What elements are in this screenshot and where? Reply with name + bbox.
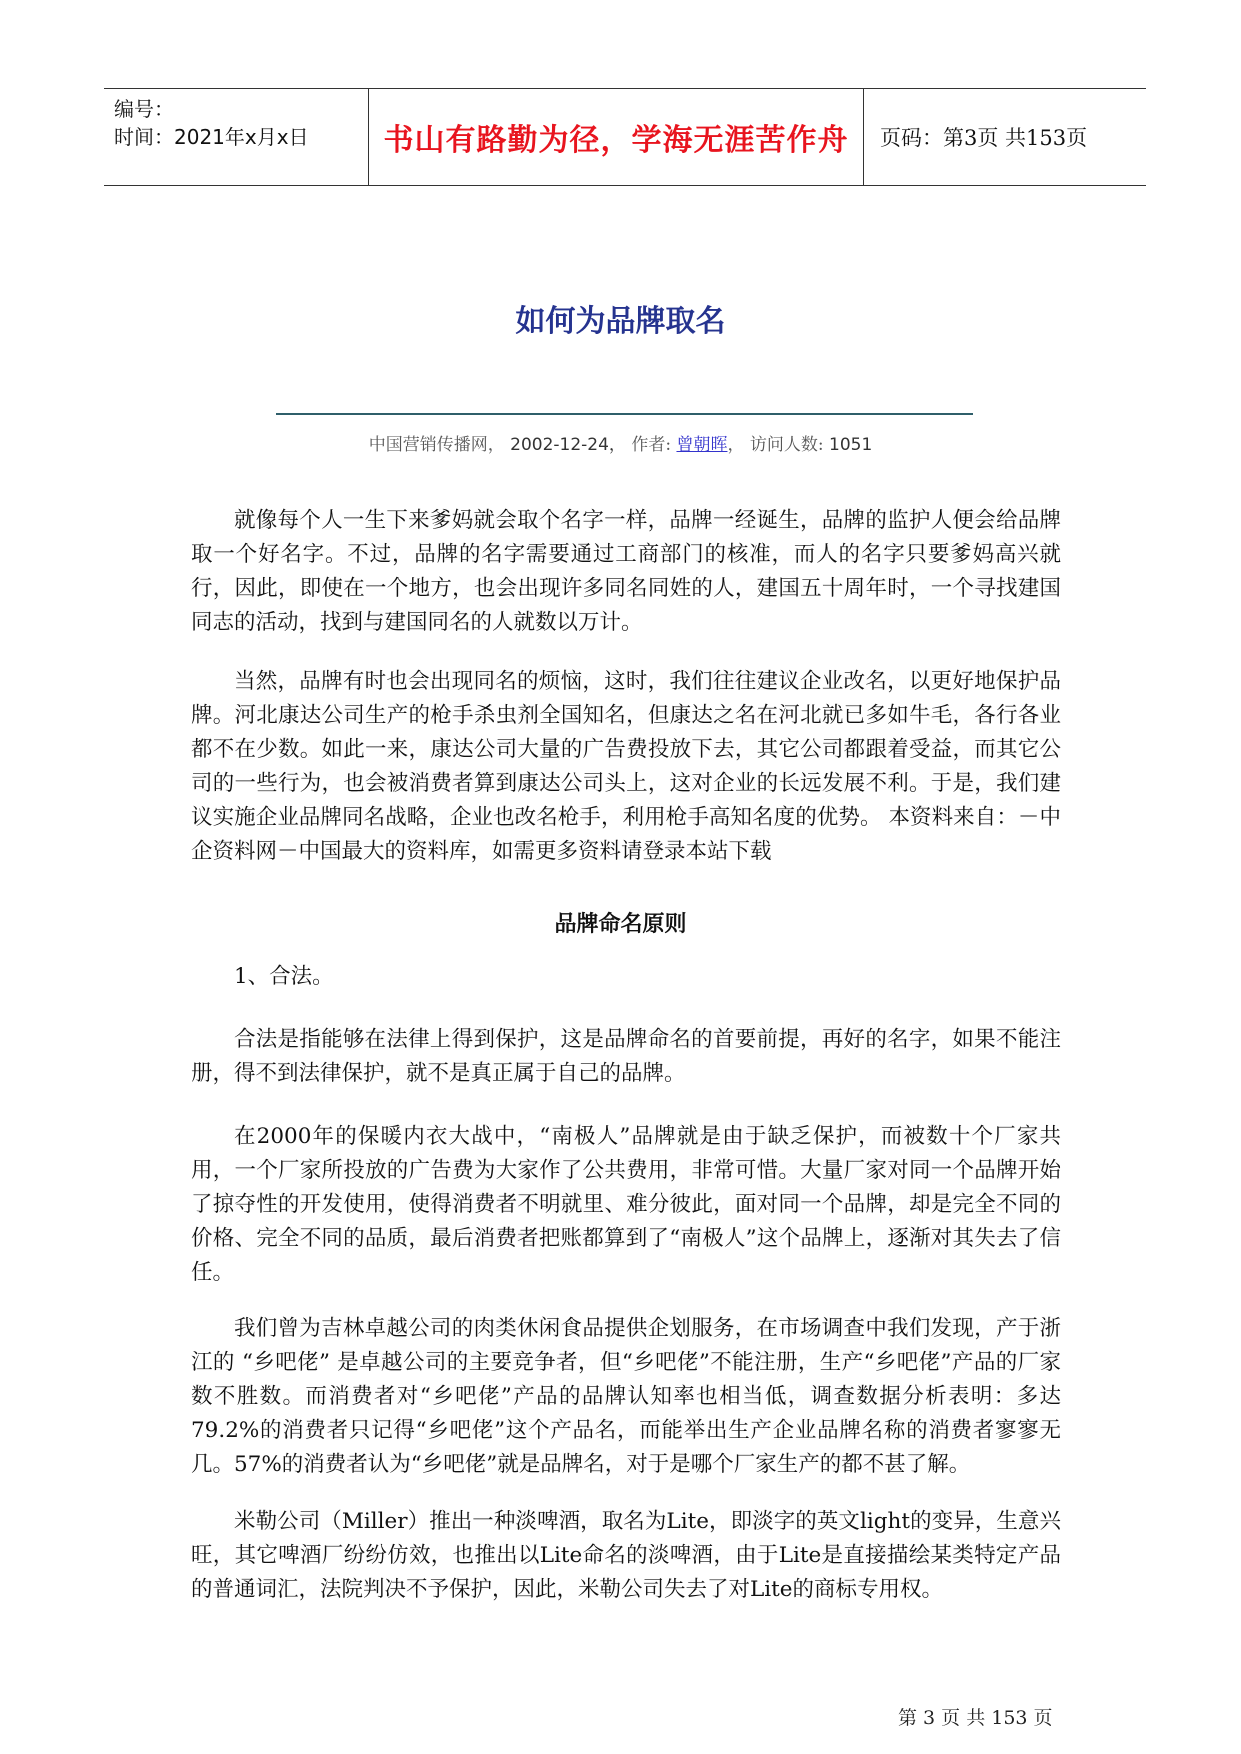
- title-divider: [276, 413, 973, 415]
- header-left-cell: [104, 89, 368, 185]
- page-header: [104, 88, 1146, 186]
- meta-author-label: 作者:: [631, 435, 672, 455]
- paragraph-3: 合法是指能够在法律上得到保护，这是品牌命名的首要前提，再好的名字，如果不能注册，得不到法律保护，就不是真正属于自己的品牌。: [191, 1027, 1061, 1086]
- header-page-info: 页码：第3页 共153页: [880, 126, 1088, 150]
- paragraph-2: 当然，品牌有时也会出现同名的烦恼，这时，我们往往建议企业改名，以更好地保护品牌。河北康达公司生产的枪手杀虫剂全国知名，但康达之名在河北就已多如牛毛，各行各业都不在少数。如此一来，康达公司大量的广告费投放下去，其它公司都跟着受益，而其它公司的一些行为，也会被消费者算到康达公司头上，这对企业的长远发展不利。于是，我们建议实施企业品牌同名战略，企业也改名枪手，利用枪手高知名度的优势。 本资料来自：－中企资料网－中国最大的资料库，如需更多资料请登录本站下载: [191, 669, 1061, 864]
- list-item-1: 1、合法。: [234, 964, 334, 989]
- meta-visitors-label: ， 访问人数:: [727, 435, 824, 455]
- header-motto: 书山有路勤为径，学海无涯苦作舟: [368, 89, 864, 185]
- paragraph-1: 就像每个人一生下来爹妈就会取个名字一样，品牌一经诞生，品牌的监护人便会给品牌取一个好名字。不过，品牌的名字需要通过工商部门的核准，而人的名字只要爹妈高兴就行，因此，即使在一个地方，也会出现许多同名同姓的人，建国五十周年时，一个寻找建国同志的活动，找到与建国同名的人就数以万计。: [191, 508, 1061, 635]
- meta-visitors: 1051: [829, 435, 873, 455]
- number-label: 编号：: [114, 97, 174, 121]
- paragraph-6: 米勒公司（Miller）推出一种淡啤酒，取名为Lite，即淡字的英文light的变异，生意兴旺，其它啤酒厂纷纷仿效，也推出以Lite命名的淡啤酒，由于Lite是直接描绘某类特定产品的普通词汇，法院判决不予保护，因此，米勒公司失去了对Lite的商标专用权。: [191, 1509, 1061, 1602]
- paragraph-4: 在2000年的保暖内衣大战中，“南极人”品牌就是由于缺乏保护，而被数十个厂家共用，一个厂家所投放的广告费为大家作了公共费用，非常可惜。大量厂家对同一个品牌开始了掠夺性的开发使用，使得消费者不明就里、难分彼此，面对同一个品牌，却是完全不同的价格、完全不同的品质，最后消费者把账都算到了“南极人”这个品牌上，逐渐对其失去了信任。: [191, 1124, 1061, 1285]
- article-title: 如何为品牌取名: [515, 304, 726, 339]
- meta-date: 2002-12-24，: [510, 435, 626, 455]
- page-footer: 第 3 页 共 153 页: [898, 1707, 1053, 1729]
- paragraph-5: 我们曾为吉林卓越公司的肉类休闲食品提供企划服务，在市场调查中我们发现，产于浙江的 “乡吧佬” 是卓越公司的主要竞争者，但“乡吧佬”不能注册，生产“乡吧佬”产品的厂家数不胜数。而消费者对“乡吧佬”产品的品牌认知率也相当低，调查数据分析表明：多达79.2%的消费者只记得“乡吧佬”这个产品名，而能举出生产企业品牌名称的消费者寥寥无几。57%的消费者认为“乡吧佬”就是品牌名，对于是哪个厂家生产的都不甚了解。: [191, 1316, 1061, 1477]
- time-label: 时间：2021年x月x日: [114, 125, 309, 149]
- section-title: 品牌命名原则: [554, 912, 687, 937]
- article-meta: [0, 430, 1241, 455]
- meta-source: 中国营销传播网，: [368, 435, 505, 455]
- author-link[interactable]: 曾朝晖: [676, 435, 728, 455]
